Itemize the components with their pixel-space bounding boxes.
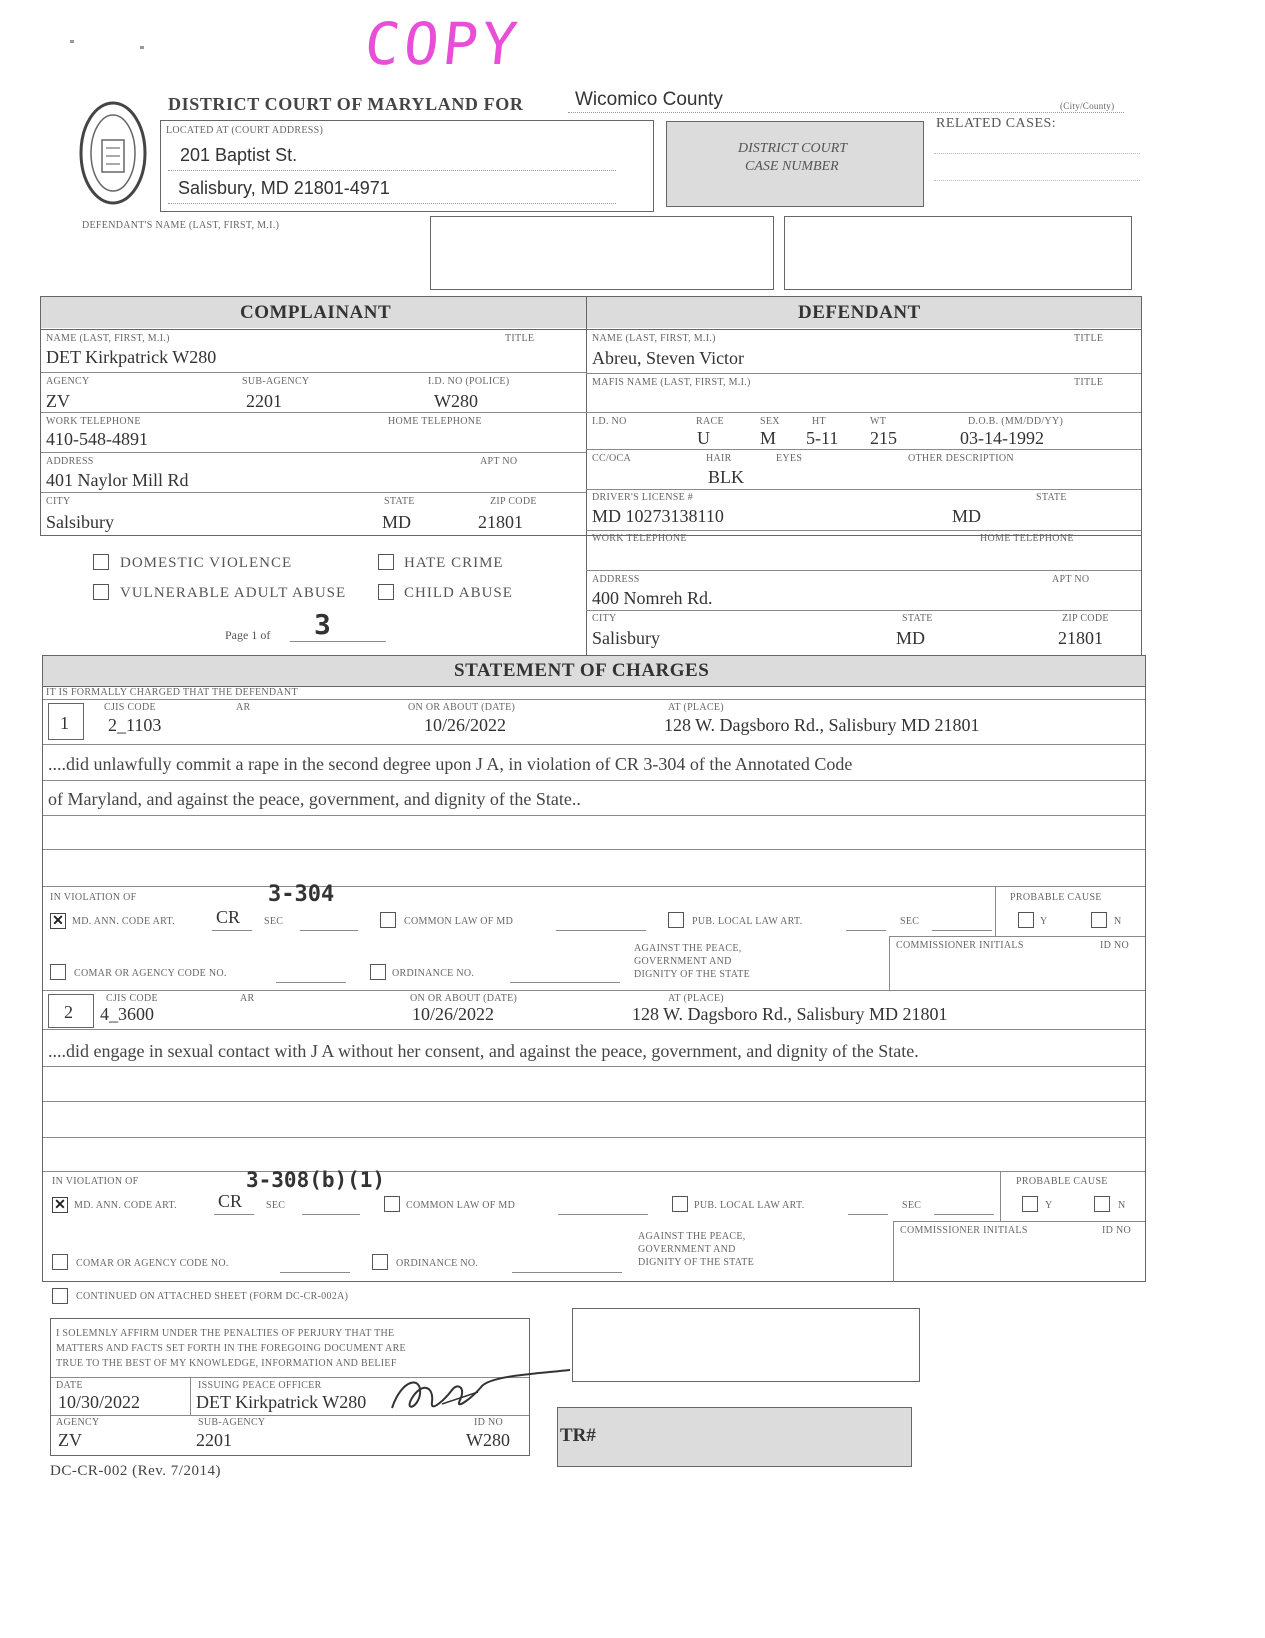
complainant-zip: 21801 [478,512,523,532]
label: WORK TELEPHONE [46,416,141,427]
label: CJIS CODE [104,702,156,713]
label: ADDRESS [592,574,640,585]
related-cases-line [934,153,1140,154]
row-line [43,1171,1145,1172]
defendant-name-box-2 [784,216,1132,290]
sec-underline [934,1214,994,1215]
in-violation-label: IN VIOLATION OF [50,892,137,903]
statement-intro: IT IS FORMALLY CHARGED THAT THE DEFENDANT [46,687,298,698]
defendant-right-border [1141,530,1142,657]
affirmation-sub-agency: 2201 [196,1430,232,1450]
probable-cause-divider [995,886,996,936]
label: CITY [46,496,71,507]
label: WT [870,416,887,427]
against-peace-label: DIGNITY OF THE STATE [638,1257,755,1268]
row-line [586,412,1141,413]
charge-2-comar-checkbox[interactable] [52,1254,68,1270]
label: D.O.B. (MM/DD/YY) [968,416,1064,427]
complainant-agency: ZV [46,391,70,411]
charge-2-sec-handwritten: 3-308(b)(1) [246,1168,386,1192]
affirmation-divider [190,1377,191,1415]
label: ZIP CODE [490,496,537,507]
charge-2-probable-cause-no[interactable] [1094,1196,1110,1212]
pub-local-underline [848,1214,888,1215]
scan-speck [140,46,144,49]
child-abuse-checkbox[interactable] [378,584,394,600]
row-line [41,372,586,373]
charge-2-date: 10/26/2022 [412,1004,495,1024]
row-line [41,412,586,413]
label: TITLE [1074,377,1104,388]
charge-1-pub-local-law-checkbox[interactable] [668,912,684,928]
complainant-state: MD [382,512,412,532]
label: EYES [776,453,803,464]
row-line [586,449,1141,450]
label: TITLE [1074,333,1104,344]
officer-signature [382,1368,572,1420]
charge-1-common-law-checkbox[interactable] [380,912,396,928]
ordinance-underline [510,982,620,983]
row-line [889,936,1145,937]
parties-header-shade [41,297,1141,328]
defendant-name-box-1 [430,216,774,290]
comar-label: COMAR OR AGENCY CODE NO. [76,1258,229,1269]
affirmation-id: W280 [466,1430,510,1450]
row-line [43,1029,1145,1030]
label: ON OR ABOUT (DATE) [410,993,518,1004]
label: AGENCY [46,376,90,387]
against-peace-label: AGAINST THE PEACE, [638,1231,746,1242]
commissioner-initials-label: COMMISSIONER INITIALS [896,940,1024,951]
parties-divider [586,297,587,657]
label: APT NO [480,456,518,467]
sec-underline [302,1214,360,1215]
charge-2-pub-local-law-checkbox[interactable] [672,1196,688,1212]
scan-speck [70,40,74,43]
court-location-underline [568,112,1124,113]
charge-1-md-code-checkbox[interactable]: ✕ [50,913,66,929]
defendant-license: MD 10273138110 [592,506,724,526]
label: DRIVER'S LICENSE # [592,492,694,503]
affirmation-text: MATTERS AND FACTS SET FORTH IN THE FOREGOING DOCUMENT ARE [56,1343,406,1354]
probable-cause-label: PROBABLE CAUSE [1016,1176,1108,1187]
page-label: Page 1 of [225,628,271,642]
defendant-name-label: DEFENDANT'S NAME (LAST, FIRST, M.I.) [82,220,280,231]
probable-cause-label: PROBABLE CAUSE [1010,892,1102,903]
sub-agency-label: SUB-AGENCY [198,1417,266,1428]
pub-local-underline [846,930,886,931]
complainant-work-phone: 410-548-4891 [46,429,148,449]
hate-crime-label: HATE CRIME [404,555,504,571]
related-cases-line [934,180,1140,181]
common-law-underline [558,1214,648,1215]
label: SEX [760,416,780,427]
court-location: Wicomico County [575,89,723,110]
complainant-id: W280 [434,391,478,411]
label: ZIP CODE [1062,613,1109,624]
defendant-weight: 215 [870,428,897,448]
defendant-height: 5-11 [806,428,839,448]
charge-1-date: 10/26/2022 [424,715,507,735]
row-line [586,530,1141,531]
defendant-zip: 21801 [1058,628,1103,648]
case-number-label: CASE NUMBER [745,159,839,174]
continued-checkbox[interactable] [52,1288,68,1304]
affirmation-text: I SOLEMNLY AFFIRM UNDER THE PENALTIES OF PERJURY THAT THE [56,1328,395,1339]
comar-underline [276,982,346,983]
date-label: DATE [56,1380,83,1391]
label: MAFIS NAME (LAST, FIRST, M.I.) [592,377,751,388]
row-line [586,373,1141,374]
label: I.D. NO (POLICE) [428,376,510,387]
court-title: DISTRICT COURT OF MARYLAND FOR [168,94,524,114]
comar-label: COMAR OR AGENCY CODE NO. [74,968,227,979]
complainant-sub-agency: 2201 [246,391,282,411]
common-law-underline [556,930,646,931]
row-line [893,1221,1145,1222]
charge-2-art: CR [218,1191,243,1211]
id-no-label: ID NO [1100,940,1129,951]
sec-label: SEC [264,916,284,927]
tr-label: TR# [560,1425,596,1446]
label: WORK TELEPHONE [592,533,687,544]
city-county-label: (City/County) [1060,101,1115,111]
charge-1-probable-cause-no[interactable] [1091,912,1107,928]
defendant-dob: 03-14-1992 [960,428,1044,448]
against-peace-label: GOVERNMENT AND [638,1244,736,1255]
complainant-name: DET Kirkpatrick W280 [46,347,217,367]
tr-box [557,1407,912,1467]
label: RACE [696,416,724,427]
issuing-officer-label: ISSUING PEACE OFFICER [198,1380,322,1391]
domestic-violence-checkbox[interactable] [93,554,109,570]
label: ON OR ABOUT (DATE) [408,702,516,713]
label: TITLE [505,333,535,344]
charge-1-comar-checkbox[interactable] [50,964,66,980]
label: NAME (LAST, FIRST, M.I.) [46,333,170,344]
vulnerable-adult-label: VULNERABLE ADULT ABUSE [120,585,347,601]
charge-1-art: CR [216,907,241,927]
row-line [41,329,1141,330]
address-line-divider [168,170,616,171]
commissioner-divider [889,936,890,990]
row-line [43,1066,1145,1067]
label: CJIS CODE [106,993,158,1004]
charge-number: 1 [60,713,69,733]
row-line [43,1101,1145,1102]
defendant-heading: DEFENDANT [798,302,921,323]
hate-crime-checkbox[interactable] [378,554,394,570]
ordinance-label: ORDINANCE NO. [392,968,475,979]
label: CITY [592,613,617,624]
ordinance-underline [512,1272,622,1273]
row-line [586,570,1141,571]
charge-1-cjis: 2_1103 [108,715,162,735]
commissioner-initials-label: COMMISSIONER INITIALS [900,1225,1028,1236]
label: NAME (LAST, FIRST, M.I.) [592,333,716,344]
row-line [43,886,1145,887]
probable-cause-no-label: N [1118,1200,1126,1211]
charge-2-md-code-checkbox[interactable]: ✕ [52,1197,68,1213]
complainant-city: Salsibury [46,512,115,532]
probable-cause-yes-label: Y [1040,916,1048,927]
form-number: DC-CR-002 (Rev. 7/2014) [50,1463,221,1479]
vulnerable-adult-checkbox[interactable] [93,584,109,600]
label: HOME TELEPHONE [388,416,482,427]
row-line [43,744,1145,745]
defendant-race: U [697,428,710,448]
charge-1-text-line2: of Maryland, and against the peace, government, and dignity of the State.. [48,789,581,809]
defendant-name: Abreu, Steven Victor [592,348,745,368]
row-line [586,610,1141,611]
row-line [43,1137,1145,1138]
charge-2-place: 128 W. Dagsboro Rd., Salisbury MD 21801 [632,1004,948,1024]
row-line [51,1415,529,1416]
label: OTHER DESCRIPTION [908,453,1014,464]
common-law-label: COMMON LAW OF MD [404,916,514,927]
defendant-city: Salisbury [592,628,661,648]
defendant-license-state: MD [952,506,982,526]
child-abuse-label: CHILD ABUSE [404,585,513,601]
probable-cause-divider [1000,1171,1001,1221]
charge-2-probable-cause-yes[interactable] [1022,1196,1038,1212]
issuing-officer: DET Kirkpatrick W280 [196,1392,367,1412]
located-at-label: LOCATED AT (COURT ADDRESS) [166,125,324,136]
against-peace-label: GOVERNMENT AND [634,956,732,967]
art-underline [214,1214,254,1215]
affirmation-text: TRUE TO THE BEST OF MY KNOWLEDGE, INFORMATION AND BELIEF [56,1358,397,1369]
id-no-label: ID NO [1102,1225,1131,1236]
case-number-label: DISTRICT COURT [738,141,848,156]
label: CC/OCA [592,453,632,464]
row-line [41,452,586,453]
defendant-state: MD [896,628,926,648]
row-line [43,780,1145,781]
domestic-violence-label: DOMESTIC VIOLENCE [120,555,293,571]
court-seal-icon [78,100,148,206]
common-law-label: COMMON LAW OF MD [406,1200,516,1211]
affirmation-date: 10/30/2022 [58,1392,141,1412]
defendant-address: 400 Nomreh Rd. [592,588,713,608]
commissioner-divider [893,1221,894,1282]
continued-label: CONTINUED ON ATTACHED SHEET (FORM DC-CR-002A) [76,1291,349,1302]
label: HAIR [706,453,732,464]
row-line [586,489,1141,490]
statement-heading: STATEMENT OF CHARGES [454,660,710,681]
pub-local-law-label: PUB. LOCAL LAW ART. [694,1200,805,1211]
affirmation-agency: ZV [58,1430,82,1450]
row-line [43,699,1145,700]
label: AR [240,993,255,1004]
sec-label: SEC [900,916,920,927]
label: AR [236,702,251,713]
defendant-hair: BLK [708,467,744,487]
label: STATE [902,613,933,624]
label: I.D. NO [592,416,627,427]
md-ann-code-label: MD. ANN. CODE ART. [72,916,175,927]
charge-1-probable-cause-yes[interactable] [1018,912,1034,928]
against-peace-label: DIGNITY OF THE STATE [634,969,751,980]
label: STATE [1036,492,1067,503]
ordinance-label: ORDINANCE NO. [396,1258,479,1269]
complainant-address: 401 Naylor Mill Rd [46,470,189,490]
comar-underline [280,1272,350,1273]
charge-2-ordinance-checkbox[interactable] [372,1254,388,1270]
sec-label: SEC [266,1200,286,1211]
page-total-line [290,641,386,642]
probable-cause-yes-label: Y [1045,1200,1053,1211]
row-line [41,492,586,493]
probable-cause-no-label: N [1114,916,1122,927]
label: STATE [384,496,415,507]
sec-label: SEC [902,1200,922,1211]
art-underline [212,930,252,931]
row-line [43,990,1145,991]
row-line [43,815,1145,816]
defendant-sex: M [760,428,777,448]
charge-2-text-line1: ....did engage in sexual contact with J A without her consent, and against the peace, government, and dignity of the State. [48,1041,919,1061]
sec-underline [932,930,992,931]
pub-local-law-label: PUB. LOCAL LAW ART. [692,916,803,927]
id-no-label: ID NO [474,1417,503,1428]
address-line-divider [168,203,616,204]
charge-2-cjis: 4_3600 [100,1004,154,1024]
court-address-line2: Salisbury, MD 21801-4971 [178,178,390,198]
copy-stamp: COPY [361,10,525,78]
against-peace-label: AGAINST THE PEACE, [634,943,742,954]
label: HOME TELEPHONE [980,533,1074,544]
signature-box [572,1308,920,1382]
sec-underline [300,930,358,931]
label: AT (PLACE) [668,702,724,713]
court-address-line1: 201 Baptist St. [180,145,298,165]
page-total: 3 [314,608,331,641]
label: APT NO [1052,574,1090,585]
complainant-heading: COMPLAINANT [240,302,392,323]
label: SUB-AGENCY [242,376,310,387]
label: ADDRESS [46,456,94,467]
md-ann-code-label: MD. ANN. CODE ART. [74,1200,177,1211]
charge-1-text-line1: ....did unlawfully commit a rape in the second degree upon J A, in violation of CR 3-304 of the Annotated Code [48,754,853,774]
row-line [43,849,1145,850]
agency-label: AGENCY [56,1417,100,1428]
related-cases-label: RELATED CASES: [936,116,1057,131]
charge-1-sec-handwritten: 3-304 [268,882,335,907]
in-violation-label: IN VIOLATION OF [52,1176,139,1187]
charge-number: 2 [64,1002,73,1022]
charge-1-ordinance-checkbox[interactable] [370,964,386,980]
label: HT [812,416,826,427]
charge-2-common-law-checkbox[interactable] [384,1196,400,1212]
label: AT (PLACE) [668,993,724,1004]
charge-1-place: 128 W. Dagsboro Rd., Salisbury MD 21801 [664,715,980,735]
